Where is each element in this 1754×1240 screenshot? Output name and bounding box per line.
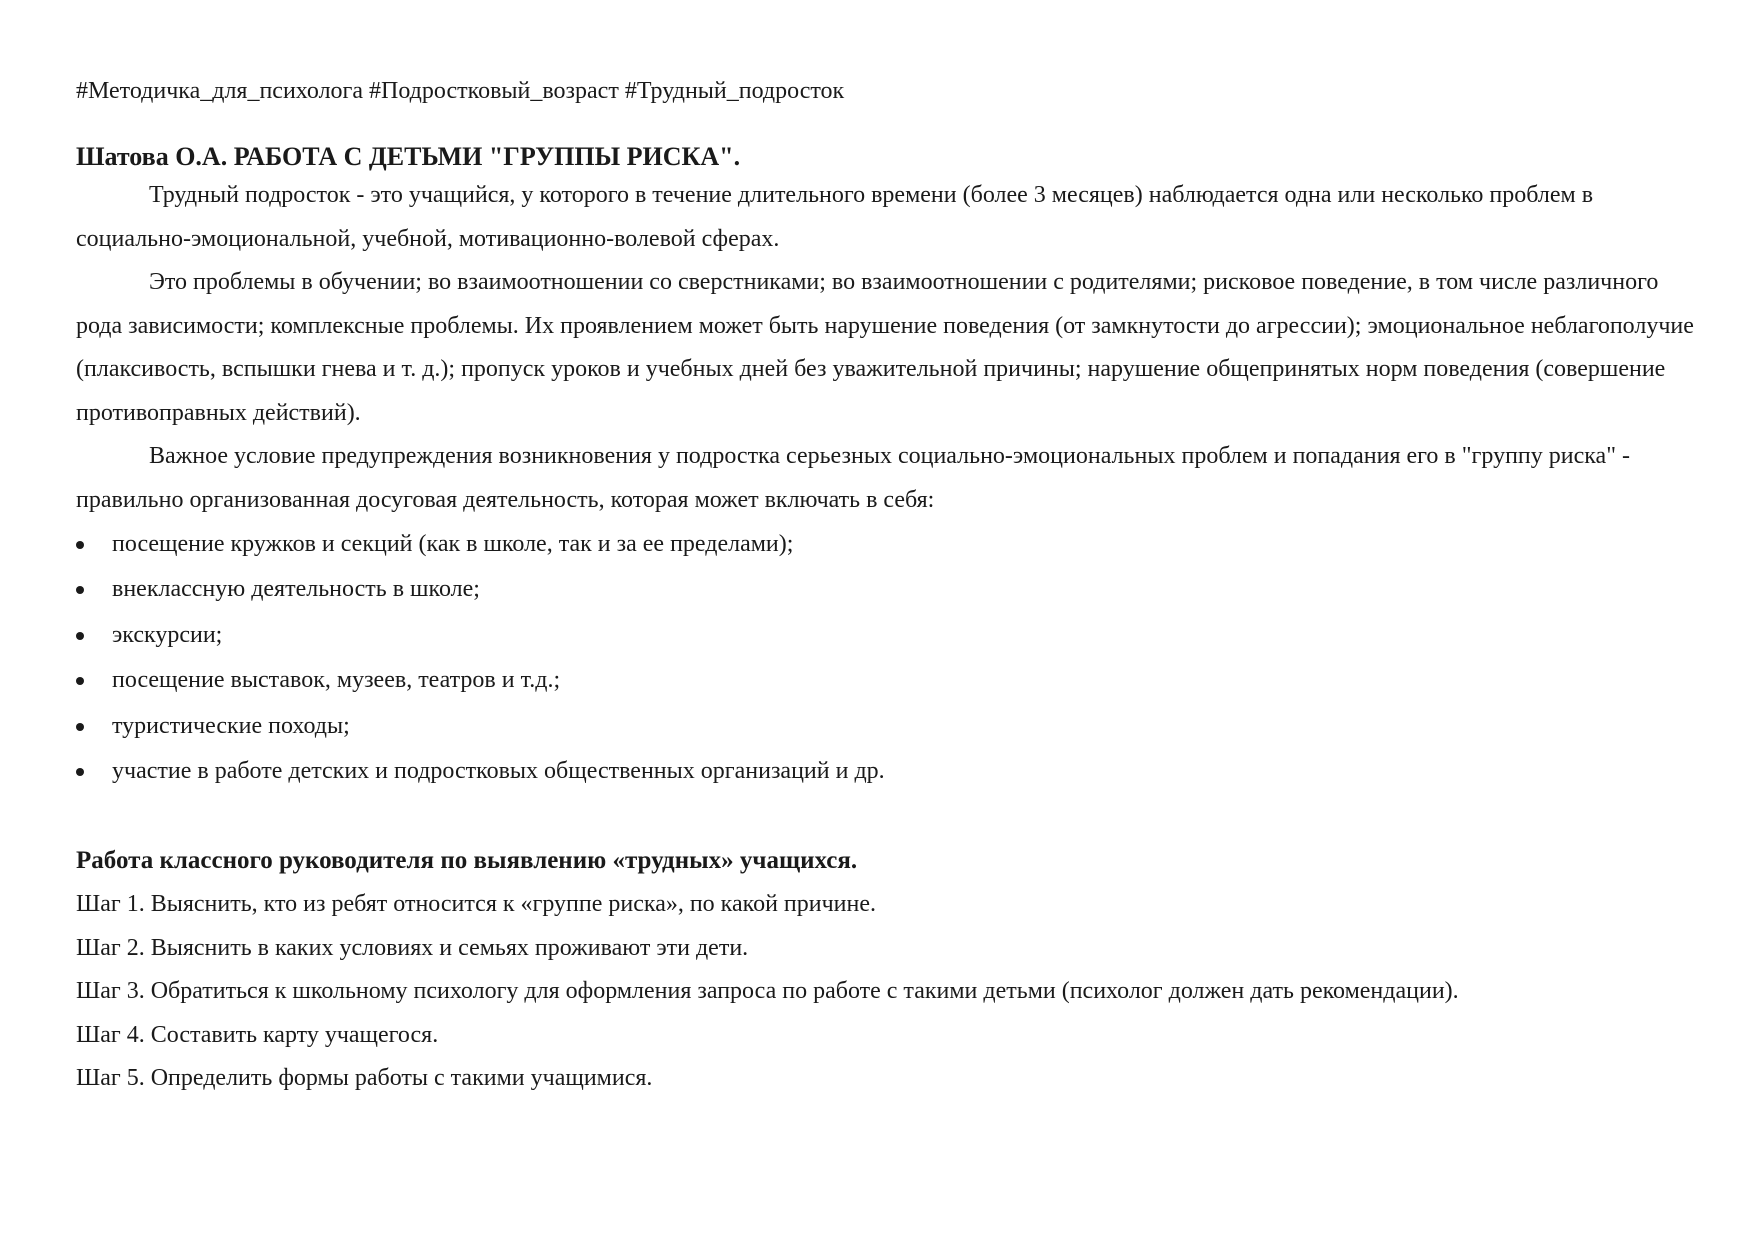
step-item: Шаг 4. Составить карту учащегося. <box>76 1021 439 1048</box>
bullet-icon <box>76 541 84 549</box>
steps-list <box>76 883 1696 1101</box>
section-subtitle: Работа классного руководителя по выявлению «трудных» учащихся. <box>76 847 858 874</box>
paragraph-leisure: Важное условие предупреждения возникновения у подростка серьезных социально-эмоциональных проблем и попадания его в "группу риска" - правильно организованная досуговая деятельность, которая может включать в себя: <box>76 443 1630 513</box>
bullet-icon <box>76 632 84 640</box>
list-item-text: экскурсии; <box>112 621 223 648</box>
step-item: Шаг 3. Обратиться к школьному психологу для оформления запроса по работе с такими детьми (психолог должен дать рекомендации). <box>76 978 1459 1004</box>
bullet-icon <box>76 586 84 594</box>
list-item <box>76 567 1696 612</box>
step-item: Шаг 5. Определить формы работы с такими учащимися. <box>76 1065 653 1091</box>
step-item: Шаг 2. Выяснить в каких условиях и семьях проживают эти дети. <box>76 934 749 961</box>
list-item <box>76 658 1696 703</box>
list-item-text: внеклассную деятельность в школе; <box>112 576 480 603</box>
list-item-text: посещение кружков и секций (как в школе, так и за ее пределами); <box>112 531 794 557</box>
body-paragraphs <box>76 174 1696 522</box>
list-item <box>76 704 1696 749</box>
document-title: Шатова О.А. РАБОТА С ДЕТЬМИ "ГРУППЫ РИСКА". <box>76 142 741 171</box>
list-item-text: участие в работе детских и подростковых общественных организаций и др. <box>112 757 885 784</box>
bullet-icon <box>76 723 84 731</box>
bullet-icon <box>76 677 84 685</box>
hashtags-line: #Методичка_для_психолога #Подростковый_возраст #Трудный_подросток <box>76 78 845 104</box>
list-item-text: посещение выставок, музеев, театров и т.д.; <box>112 667 561 694</box>
list-item <box>76 749 1696 794</box>
paragraph-definition: Трудный подросток - это учащийся, у которого в течение длительного времени (более 3 месяцев) наблюдается одна или несколько проблем в социально-эмоциональной, учебной, мотивационно-волевой сферах. <box>76 182 1594 252</box>
step-item: Шаг 1. Выяснить, кто из ребят относится к «группе риска», по какой причине. <box>76 891 877 917</box>
leisure-activities-list <box>76 522 1696 794</box>
bullet-icon <box>76 768 84 776</box>
paragraph-problems: Это проблемы в обучении; во взаимоотношении со сверстниками; во взаимоотношении с родителями; рисковое поведение, в том числе различного рода зависимости; комплексные проблемы. Их проявлением может быть нарушение поведения (от замкнутости до агрессии); эмоциональное неблагополучие (плаксивость, вспышки гнева и т. д.); пропуск уроков и учебных дней без уважительной причины; нарушение общепринятых норм поведения (совершение противоправных действий). <box>76 269 1694 426</box>
list-item <box>76 522 1696 567</box>
list-item <box>76 613 1696 658</box>
list-item-text: туристические походы; <box>112 712 350 739</box>
